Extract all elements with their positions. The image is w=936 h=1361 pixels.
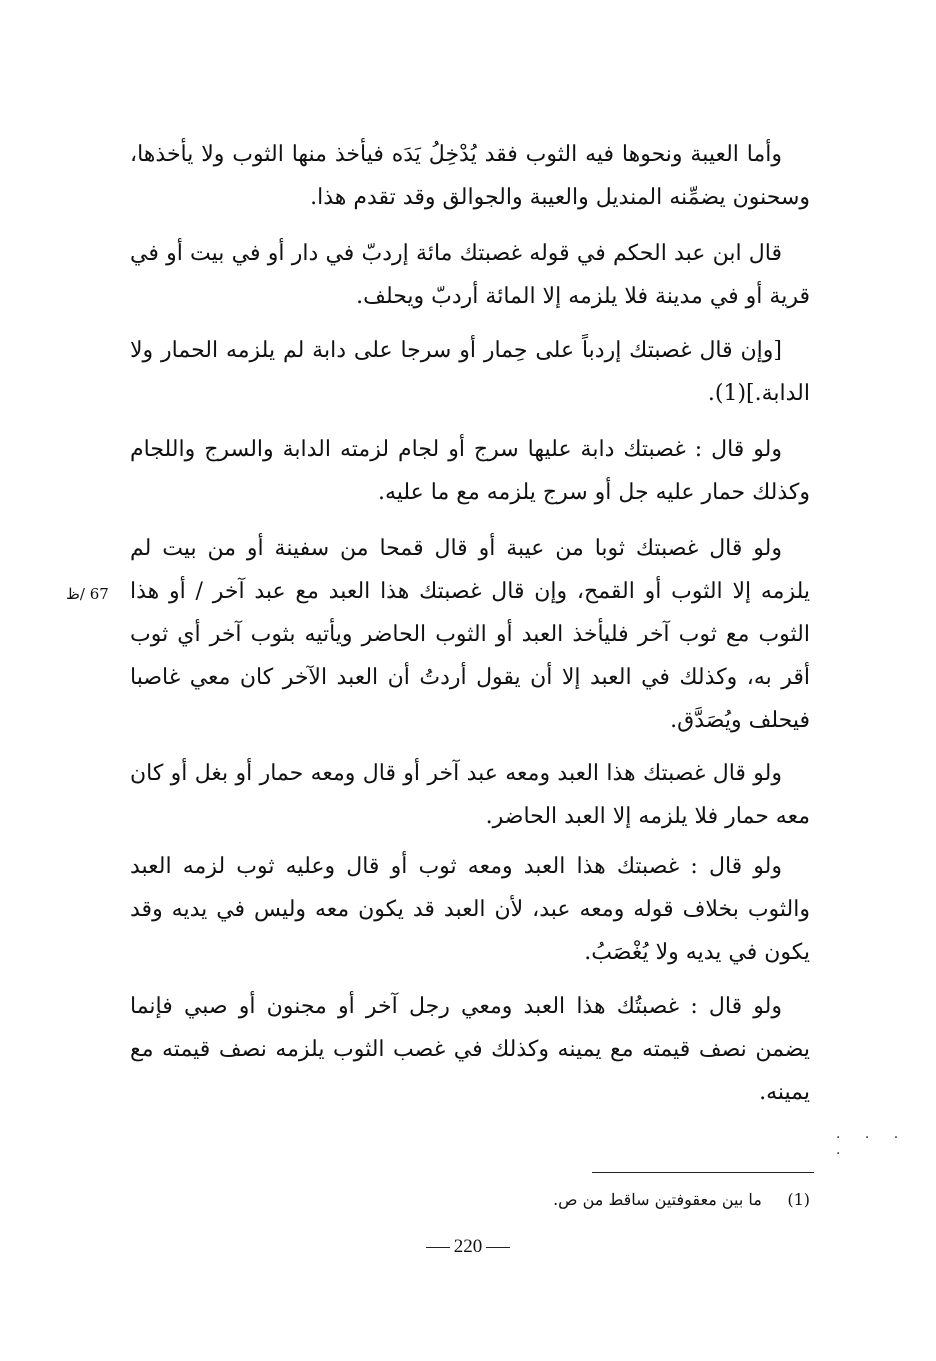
paragraph-2: قال ابن عبد الحكم في قوله غصبتك مائة إردبّ في دار أو في بيت أو في قرية أو في مدينة فلا يلزمه إلا المائة أردبّ ويحلف. — [130, 241, 810, 309]
paragraph-7: ولو قال : غصبتك هذا العبد ومعه ثوب أو قال وعليه ثوب لزمه العبد والثوب بخلاف قوله ومعه عبد، لأن العبد قد يكون معه وليس في يديه وقد يكون في يديه ولا يُغْصَبُ. — [130, 854, 810, 965]
page-number-dash-right — [486, 1247, 510, 1248]
paragraph-5: ولو قال غصبتك ثوبا من عيبة أو قال قمحا من سفينة أو من بيت لم يلزمه إلا الثوب أو القمح، وإن قال غصبتك هذا العبد مع عبد آخر / أو هذا الثوب مع ثوب آخر فليأخذ العبد أو الثوب الحاضر ويأتيه بثوب آخر أي ثوب أقر به، وكذلك في العبد إلا أن يقول أردتُ أن العبد الآخر كان معي غاصبا فيحلف ويُصَدَّق. — [130, 536, 810, 733]
paragraph-1: وأما العيبة ونحوها فيه الثوب فقد يُدْخِلُ يَدَه فيأخذ منها الثوب ولا يأخذها، وسحنون يضمِّنه المنديل والعيبة والجوالق وقد تقدم هذا. — [130, 142, 810, 210]
footnote-marker: (1) — [787, 1190, 810, 1209]
paragraph-6: ولو قال غصبتك هذا العبد ومعه عبد آخر أو قال ومعه حمار أو بغل أو كان معه حمار فلا يلزمه إلا العبد الحاضر. — [130, 761, 810, 829]
folio-margin-note: 67 /ظ — [66, 585, 109, 603]
page-number — [0, 1236, 936, 1258]
page-number-dash-left — [426, 1247, 450, 1248]
footnote — [480, 1186, 810, 1214]
paragraph-8: ولو قال : غصبتُك هذا العبد ومعي رجل آخر أو مجنون أو صبي فإنما يضمن نصف قيمته مع يمينه وكذلك في غصب الثوب يلزمه نصف قيمته مع يمينه. — [130, 994, 810, 1105]
footnote-text: ما بين معقوفتين ساقط من ص. — [553, 1190, 762, 1209]
footnote-separator — [592, 1172, 814, 1173]
paragraph-4: ولو قال : غصبتك دابة عليها سرج أو لجام لزمته الدابة والسرج واللجام وكذلك حمار عليه جل أو سرج يلزمه مع ما عليه. — [130, 437, 810, 505]
decorative-dots: . . . . — [836, 1126, 909, 1158]
page-number-value: 220 — [453, 1236, 483, 1257]
paragraph-3: [وإن قال غصبتك إردباً على حِمار أو سرجا على دابة لم يلزمه الحمار ولا الدابة.](1). — [130, 338, 810, 406]
